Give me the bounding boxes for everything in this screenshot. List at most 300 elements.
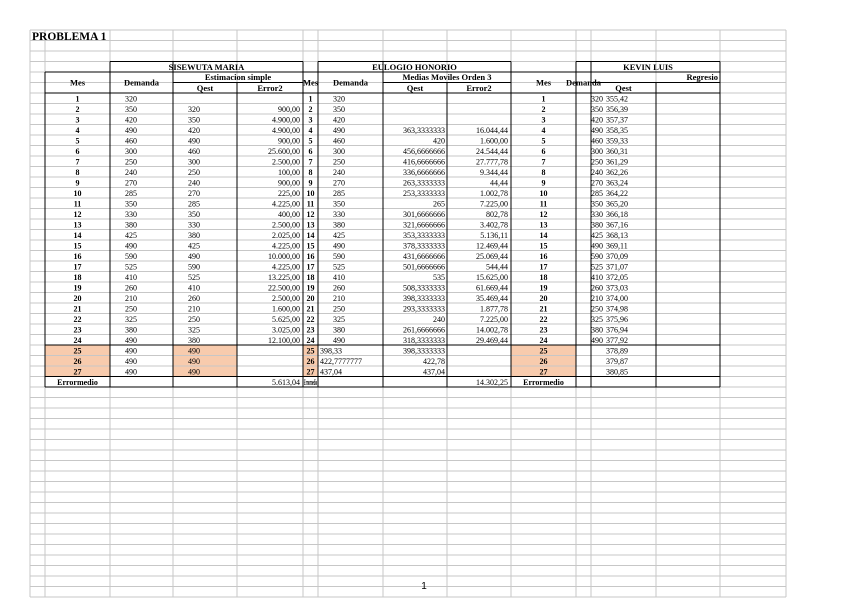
forecast-qest-cell: 490 (188, 356, 200, 366)
forecast-month-cell: 26 (306, 356, 315, 366)
month-cell: 17 (73, 262, 82, 272)
gridlines (30, 30, 786, 597)
demand-cell: 300 (591, 146, 603, 156)
demand-cell: 320 (591, 94, 603, 104)
qest-cell: 371,07 (606, 262, 628, 272)
demand-cell: 410 (591, 272, 603, 282)
error-cell: 27.777,78 (476, 157, 508, 167)
demand-cell: 250 (333, 304, 345, 314)
month-cell: 8 (75, 167, 80, 177)
month-cell: 7 (541, 157, 546, 167)
month-cell: 23 (539, 325, 548, 335)
demand-cell: 420 (125, 115, 137, 125)
month-cell: 1 (308, 94, 313, 104)
qest-cell: 420 (433, 136, 445, 146)
method-header: Regresio (686, 72, 718, 82)
qest-cell: 398,3333333 (403, 293, 445, 303)
qest-cell: 336,6666666 (403, 167, 445, 177)
sheet-title: PROBLEMA 1 (32, 31, 107, 43)
qest-cell: 370,09 (606, 251, 628, 261)
month-cell: 14 (539, 230, 548, 240)
demand-cell: 285 (333, 188, 345, 198)
demand-cell: 285 (591, 188, 603, 198)
month-cell: 5 (75, 136, 80, 146)
error-cell: 3.025,00 (272, 325, 300, 335)
demand-cell: 270 (333, 178, 345, 188)
month-cell: 12 (306, 209, 315, 219)
qest-cell: 263,3333333 (403, 178, 445, 188)
month-cell: 21 (73, 304, 82, 314)
qest-cell: 460 (188, 146, 200, 156)
month-cell: 22 (73, 314, 82, 324)
qest-cell: 355,42 (606, 94, 628, 104)
month-cell: 19 (306, 283, 315, 293)
error-cell: 22.500,00 (268, 283, 300, 293)
error-cell: 400,00 (278, 209, 300, 219)
qest-cell: 325 (188, 325, 200, 335)
qest-cell: 250 (188, 167, 200, 177)
forecast-qest-cell: 490 (188, 346, 200, 356)
demand-cell: 490 (125, 125, 137, 135)
demand-cell: 590 (125, 251, 137, 261)
demand-cell: 300 (125, 146, 137, 156)
demand-cell: 260 (591, 283, 603, 293)
demand-cell: 350 (125, 104, 137, 114)
col-header-error: Error2 (466, 83, 492, 93)
demand-cell: 380 (591, 325, 603, 335)
col-header-mes: Mes (69, 77, 86, 88)
qest-cell: 367,16 (606, 220, 628, 230)
qest-cell: 431,6666666 (403, 251, 445, 261)
qest-cell: 375,96 (606, 314, 628, 324)
qest-cell: 358,35 (606, 125, 628, 135)
month-cell: 11 (73, 199, 82, 209)
forecast-qest-cell: 490 (188, 367, 200, 377)
error-cell: 900,00 (278, 104, 300, 114)
demand-cell: 490 (591, 241, 603, 251)
qest-cell: 369,11 (606, 241, 628, 251)
demand-cell: 285 (125, 188, 137, 198)
forecast-month-cell: 25 (539, 346, 548, 356)
month-cell: 2 (75, 104, 80, 114)
demand-cell: 350 (591, 104, 603, 114)
error-cell: 2.500,00 (272, 220, 300, 230)
month-cell: 3 (541, 115, 546, 125)
col-header-qest: Qest (196, 83, 214, 93)
error-mean-label: Errormedio (304, 377, 317, 387)
section-title: SISEWUTA MARIA (168, 62, 245, 72)
error-cell: 13.225,00 (268, 272, 300, 282)
month-cell: 15 (306, 241, 315, 251)
month-cell: 12 (73, 209, 82, 219)
error-mean-value: 5.613,04 (272, 377, 300, 387)
qest-cell: 240 (433, 314, 445, 324)
error-cell: 7.225,00 (480, 199, 508, 209)
month-cell: 18 (539, 272, 548, 282)
demand-cell: 460 (591, 136, 603, 146)
month-cell: 7 (308, 157, 313, 167)
month-cell: 11 (306, 199, 315, 209)
forecast-qest-cell: 398,3333333 (403, 346, 445, 356)
month-cell: 14 (73, 230, 82, 240)
error-cell: 802,78 (486, 209, 508, 219)
qest-cell: 359,33 (606, 136, 628, 146)
error-cell: 2.500,00 (272, 293, 300, 303)
error-mean-label: Errormedio (57, 377, 98, 387)
error-cell: 14.002,78 (476, 325, 508, 335)
demand-cell: 490 (591, 125, 603, 135)
demand-cell: 410 (125, 272, 137, 282)
demand-cell: 325 (591, 314, 603, 324)
error-cell: 44,44 (490, 178, 508, 188)
qest-cell: 250 (188, 314, 200, 324)
demand-cell: 525 (125, 262, 137, 272)
demand-cell: 490 (333, 335, 345, 345)
col-header-error: Error2 (257, 83, 283, 93)
error-cell: 4.900,00 (272, 115, 300, 125)
month-cell: 20 (73, 293, 82, 303)
demand-cell: 270 (125, 178, 137, 188)
demand-cell: 350 (333, 104, 345, 114)
forecast-month-cell: 26 (539, 356, 548, 366)
month-cell: 10 (539, 188, 548, 198)
qest-cell: 361,29 (606, 157, 628, 167)
col-header-qest: Qest (615, 83, 632, 93)
month-cell: 24 (306, 335, 315, 345)
demand-cell: 320 (333, 94, 345, 104)
month-cell: 20 (539, 293, 548, 303)
error-mean-value: 14.302,25 (476, 377, 508, 387)
qest-cell: 301,6666666 (403, 209, 445, 219)
demand-cell: 525 (591, 262, 603, 272)
qest-cell: 353,3333333 (403, 230, 445, 240)
forecast-qest-cell: 380,85 (606, 367, 628, 377)
forecast-demand-cell: 490 (125, 367, 137, 377)
demand-cell: 210 (125, 293, 137, 303)
demand-cell: 250 (333, 157, 345, 167)
demand-cell: 210 (333, 293, 345, 303)
qest-cell: 364,22 (606, 188, 628, 198)
qest-cell: 420 (188, 125, 200, 135)
forecast-demand-cell: 437,04 (320, 367, 342, 377)
qest-cell: 360,31 (606, 146, 628, 156)
qest-cell: 320 (188, 104, 200, 114)
qest-cell: 363,24 (606, 178, 628, 188)
forecast-qest-cell: 379,87 (606, 356, 628, 366)
demand-cell: 490 (591, 335, 603, 345)
demand-cell: 330 (333, 209, 345, 219)
error-cell: 900,00 (278, 136, 300, 146)
qest-cell: 490 (188, 251, 200, 261)
demand-cell: 250 (125, 157, 137, 167)
col-header-demanda: Demanda (566, 77, 601, 88)
forecast-qest-cell: 437,04 (423, 367, 445, 377)
demand-cell: 210 (591, 293, 603, 303)
demand-cell: 330 (591, 209, 603, 219)
error-cell: 3.402,78 (480, 220, 508, 230)
qest-cell: 508,3333333 (403, 283, 445, 293)
qest-cell: 368,13 (606, 230, 628, 240)
forecast-qest-cell: 378,89 (606, 346, 628, 356)
demand-cell: 240 (333, 167, 345, 177)
demand-cell: 325 (333, 314, 345, 324)
qest-cell: 374,98 (606, 304, 628, 314)
qest-cell: 261,6666666 (403, 325, 445, 335)
month-cell: 18 (306, 272, 315, 282)
qest-cell: 490 (188, 136, 200, 146)
month-cell: 10 (306, 188, 315, 198)
month-cell: 22 (306, 314, 315, 324)
demand-cell: 250 (125, 304, 137, 314)
demand-cell: 260 (333, 283, 345, 293)
qest-cell: 321,6666666 (403, 220, 445, 230)
forecast-demand-cell: 422,7777777 (320, 356, 362, 366)
forecast-month-cell: 25 (306, 346, 315, 356)
qest-cell: 270 (188, 188, 200, 198)
month-cell: 6 (75, 146, 80, 156)
error-cell: 25.600,00 (268, 146, 300, 156)
demand-cell: 460 (333, 136, 345, 146)
demand-cell: 425 (333, 230, 345, 240)
month-cell: 3 (75, 115, 80, 125)
qest-cell: 362,26 (606, 167, 628, 177)
demand-cell: 490 (333, 125, 345, 135)
col-header-mes: Mes (302, 77, 319, 88)
demand-cell: 300 (333, 146, 345, 156)
error-cell: 29.469,44 (476, 335, 508, 345)
forecast-month-cell: 27 (306, 367, 315, 377)
demand-cell: 240 (125, 167, 137, 177)
month-cell: 18 (73, 272, 82, 282)
qest-cell: 350 (188, 209, 200, 219)
section-title: EULOGIO HONORIO (372, 62, 457, 72)
demand-cell: 380 (125, 325, 137, 335)
error-cell: 7.225,00 (480, 314, 508, 324)
col-header-qest: Qest (406, 83, 424, 93)
error-cell: 4.900,00 (272, 125, 300, 135)
qest-cell: 590 (188, 262, 200, 272)
qest-cell: 378,3333333 (403, 241, 445, 251)
qest-cell: 293,3333333 (403, 304, 445, 314)
forecast-demand-cell: 398,33 (320, 346, 342, 356)
qest-cell: 366,18 (606, 209, 628, 219)
qest-cell: 374,00 (606, 293, 628, 303)
month-cell: 4 (308, 125, 313, 135)
month-cell: 8 (308, 167, 313, 177)
forecast-month-cell: 26 (73, 356, 82, 366)
qest-cell: 363,3333333 (403, 125, 445, 135)
month-cell: 23 (73, 325, 82, 335)
month-cell: 15 (539, 241, 548, 251)
error-cell: 100,00 (278, 167, 300, 177)
month-cell: 2 (308, 104, 313, 114)
qest-cell: 373,03 (606, 283, 628, 293)
forecast-qest-cell: 422,78 (423, 356, 445, 366)
error-cell: 61.669,44 (476, 283, 508, 293)
qest-cell: 365,20 (606, 199, 628, 209)
method-header: Medias Moviles Orden 3 (402, 72, 492, 82)
month-cell: 16 (539, 251, 548, 261)
qest-cell: 350 (188, 115, 200, 125)
demand-cell: 420 (591, 115, 603, 125)
month-cell: 15 (73, 241, 82, 251)
demand-cell: 425 (125, 230, 137, 240)
error-cell: 35.469,44 (476, 293, 508, 303)
demand-cell: 525 (333, 262, 345, 272)
demand-cell: 590 (591, 251, 603, 261)
demand-cell: 320 (125, 94, 137, 104)
qest-cell: 330 (188, 220, 200, 230)
month-cell: 20 (306, 293, 315, 303)
error-cell: 5.625,00 (272, 314, 300, 324)
month-cell: 6 (308, 146, 313, 156)
month-cell: 16 (306, 251, 315, 261)
demand-cell: 410 (333, 272, 345, 282)
qest-cell: 376,94 (606, 325, 628, 335)
demand-cell: 260 (125, 283, 137, 293)
error-cell: 15.625,00 (476, 272, 508, 282)
forecast-qest-highlight (173, 345, 237, 377)
demand-cell: 490 (125, 241, 137, 251)
demand-cell: 325 (125, 314, 137, 324)
qest-cell: 210 (188, 304, 200, 314)
qest-cell: 300 (188, 157, 200, 167)
forecast-month-cell: 27 (73, 367, 82, 377)
error-cell: 4.225,00 (272, 262, 300, 272)
qest-cell: 372,05 (606, 272, 628, 282)
month-cell: 7 (75, 157, 80, 167)
error-cell: 1.600,00 (480, 136, 508, 146)
error-cell: 1.002,78 (480, 188, 508, 198)
month-cell: 6 (541, 146, 546, 156)
demand-cell: 590 (333, 251, 345, 261)
month-cell: 4 (75, 125, 80, 135)
month-cell: 19 (539, 283, 548, 293)
page-number: 1 (421, 581, 427, 592)
error-cell: 2.025,00 (272, 230, 300, 240)
error-cell: 5.136,11 (480, 230, 508, 240)
qest-cell: 456,6666666 (403, 146, 445, 156)
month-cell: 10 (73, 188, 82, 198)
forecast-month-cell: 25 (73, 346, 82, 356)
month-cell: 21 (306, 304, 315, 314)
month-cell: 23 (306, 325, 315, 335)
demand-cell: 380 (125, 220, 137, 230)
month-cell: 24 (73, 335, 82, 345)
qest-cell: 240 (188, 178, 200, 188)
error-cell: 2.500,00 (272, 157, 300, 167)
month-cell: 22 (539, 314, 548, 324)
forecast-demand-cell: 490 (125, 346, 137, 356)
qest-cell: 425 (188, 241, 200, 251)
month-cell: 17 (539, 262, 548, 272)
month-cell: 13 (306, 220, 315, 230)
demand-cell: 420 (333, 115, 345, 125)
qest-cell: 501,6666666 (403, 262, 445, 272)
month-cell: 2 (541, 104, 546, 114)
error-cell: 4.225,00 (272, 199, 300, 209)
demand-cell: 250 (591, 304, 603, 314)
qest-cell: 356,39 (606, 104, 628, 114)
demand-cell: 270 (591, 178, 603, 188)
error-cell: 1.877,78 (480, 304, 508, 314)
month-cell: 17 (306, 262, 315, 272)
table-text (57, 62, 718, 387)
qest-cell: 410 (188, 283, 200, 293)
qest-cell: 285 (188, 199, 200, 209)
month-cell: 5 (308, 136, 313, 146)
error-cell: 12.100,00 (268, 335, 300, 345)
error-mean-label: Errormedio (523, 377, 564, 387)
qest-cell: 380 (188, 335, 200, 345)
demand-cell: 380 (333, 325, 345, 335)
demand-cell: 250 (591, 157, 603, 167)
month-cell: 14 (306, 230, 315, 240)
qest-cell: 318,3333333 (403, 335, 445, 345)
demand-cell: 490 (333, 241, 345, 251)
month-cell: 21 (539, 304, 548, 314)
col-header-mes: Mes (535, 77, 552, 88)
qest-cell: 416,6666666 (403, 157, 445, 167)
qest-cell: 357,37 (606, 115, 628, 125)
demand-cell: 350 (591, 199, 603, 209)
method-header: Estimacion simple (204, 72, 272, 82)
demand-cell: 350 (333, 199, 345, 209)
month-cell: 1 (541, 94, 546, 104)
demand-cell: 380 (591, 220, 603, 230)
month-cell: 13 (73, 220, 82, 230)
forecast-month-cell: 27 (539, 367, 548, 377)
month-cell: 8 (541, 167, 546, 177)
month-cell: 5 (541, 136, 546, 146)
error-cell: 1.600,00 (272, 304, 300, 314)
month-cell: 4 (541, 125, 546, 135)
forecast-demand-cell: 490 (125, 356, 137, 366)
error-cell: 16.044,44 (476, 125, 508, 135)
error-cell: 900,00 (278, 178, 300, 188)
error-cell: 10.000,00 (268, 251, 300, 261)
qest-cell: 260 (188, 293, 200, 303)
error-cell: 24.544,44 (476, 146, 508, 156)
month-cell: 16 (73, 251, 82, 261)
error-cell: 9.344,44 (480, 167, 508, 177)
month-cell: 12 (539, 209, 548, 219)
qest-cell: 380 (188, 230, 200, 240)
error-cell: 12.469,44 (476, 241, 508, 251)
col-header-demanda: Demanda (333, 77, 368, 88)
demand-cell: 490 (125, 335, 137, 345)
section-title: KEVIN LUIS (623, 62, 673, 72)
qest-cell: 525 (188, 272, 200, 282)
month-cell: 24 (539, 335, 548, 345)
error-cell: 25.069,44 (476, 251, 508, 261)
qest-cell: 535 (433, 272, 445, 282)
demand-cell: 350 (125, 199, 137, 209)
month-cell: 19 (73, 283, 82, 293)
month-cell: 13 (539, 220, 548, 230)
demand-cell: 240 (591, 167, 603, 177)
col-header-demanda: Demanda (124, 77, 159, 88)
error-cell: 4.225,00 (272, 241, 300, 251)
month-cell: 3 (308, 115, 313, 125)
demand-cell: 380 (333, 220, 345, 230)
month-cell: 1 (75, 94, 80, 104)
error-cell: 225,00 (278, 188, 300, 198)
month-cell: 9 (308, 178, 313, 188)
demand-cell: 330 (125, 209, 137, 219)
qest-cell: 377,92 (606, 335, 628, 345)
error-cell: 544,44 (486, 262, 508, 272)
